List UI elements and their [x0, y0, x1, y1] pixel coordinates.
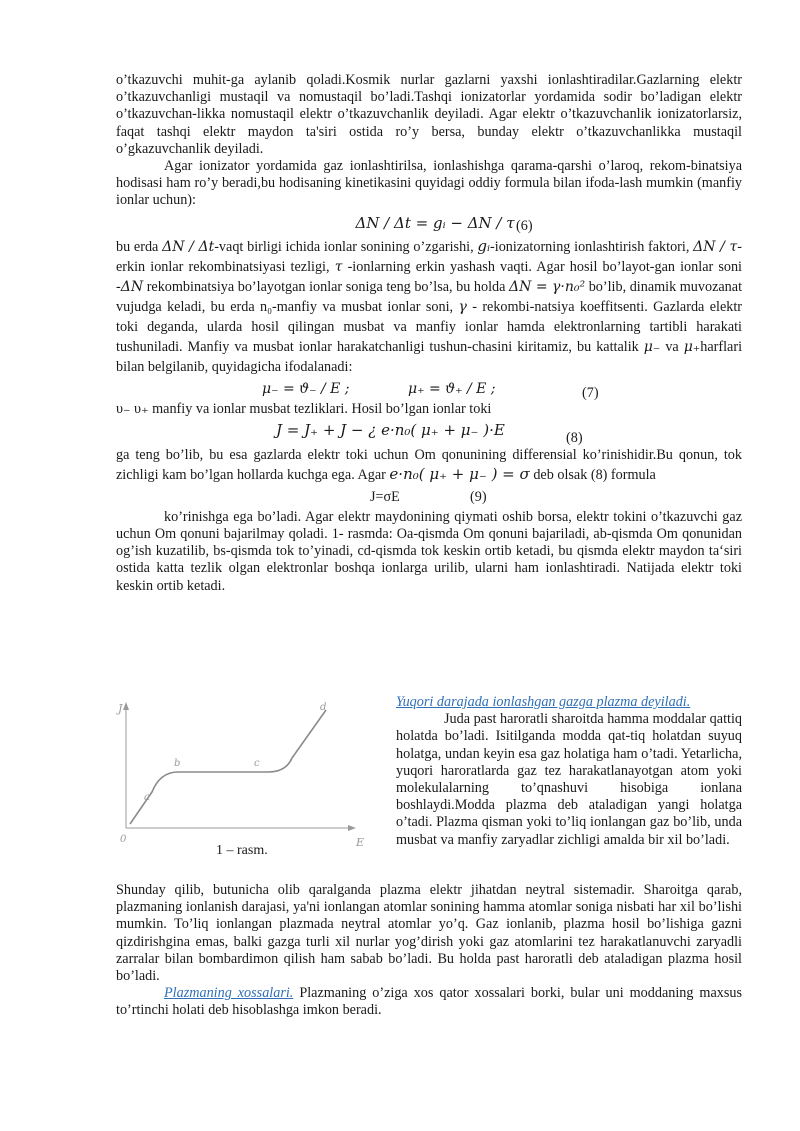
point-b-label: b — [174, 758, 181, 769]
point-a-label: a — [144, 792, 150, 803]
x-axis-arrow — [348, 825, 356, 831]
equation-7a: μ₋ = ϑ₋ / E ; — [262, 380, 350, 397]
figure-caption: 1 – rasm. — [216, 843, 268, 858]
text: deb olsak (8) formula — [533, 466, 656, 483]
text: Plazmaning o’ziga xos qator xossalari borki, bular uni moddaning maxsus to’rtinchi holati deb hisoblashga imkon beradi. — [116, 985, 742, 1019]
plasma-intro-column — [396, 694, 742, 849]
text: bu erda — [116, 238, 159, 255]
iv-curve-graph — [116, 700, 386, 850]
math-dn-dt: ΔN / Δt — [162, 238, 215, 255]
equation-6 — [116, 210, 742, 236]
paragraph-plasma-neutral: Shunday qilib, butunicha olib qaralganda plazma elektr jihatdan neytral sistemadir. Sharoitga qarab, plazmaning ionlanish darajasi, ya'ni ionlangan atomlar sonining hamma atomlar soniga nisbati har xil bo’lishi mumkin. To’liq ionlangan plazmada neytral atomlar yo’q. Gaz ionlanib, plazma hosil bo’lishiga gazni qizdirishgina emas, balki gazga turli xil nurlar yog’dirish yoki gaz atomlarini tez harakatlanuvchi zaryadli zarralar bilan bombardimon qilish ham sabab bo’ladi. Bu holda past haroratli deb ataladigan plazma hosil bo’ladi. — [116, 882, 742, 985]
text: harflari bilan belgilanib, quyidagicha ifodalanadi: — [116, 338, 743, 375]
math-dn: ΔN — [120, 278, 144, 295]
plasma-continuation — [116, 882, 742, 1020]
equation-8-number: (8) — [566, 429, 583, 446]
figure-current-voltage — [116, 700, 386, 850]
equation-8-formula: J = J₊ + J − ¿ e·n₀( μ₊ + μ₋ )·E — [276, 420, 505, 439]
plasma-properties-heading: Plazmaning xossalari. — [164, 985, 294, 1002]
paragraph-velocities: υ₋ υ₊ manfiy va ionlar musbat tezliklari. Hosil bo’lgan ionlar toki — [116, 400, 492, 417]
origin-label: 0 — [120, 834, 127, 845]
equation-8 — [116, 418, 742, 446]
math-gamma: γ — [458, 298, 467, 315]
plasma-definition-text: Yuqori darajada ionlashgan gazga plazma deyiladi. — [396, 694, 691, 710]
point-d-label: d — [320, 702, 327, 713]
equation-6-formula: ΔN / Δt = gᵢ − ΔN / τ — [355, 213, 515, 232]
math-mu-plus: μ₊ — [683, 338, 701, 355]
math-gi: gᵢ — [477, 236, 491, 255]
point-c-label: c — [254, 758, 260, 769]
equation-7b: μ₊ = ϑ₊ / E ; — [408, 380, 496, 397]
y-axis-arrow — [123, 702, 129, 710]
equation-9-number: (9) — [470, 488, 487, 505]
math-dn-gamma: ΔN = γ·n₀² — [509, 278, 586, 295]
y-axis-label: J — [118, 702, 123, 715]
text: va — [665, 338, 679, 355]
paragraph-plasma-properties — [116, 985, 742, 1019]
math-mu-minus: μ₋ — [643, 338, 661, 355]
paragraph-recombination: Agar ionizator yordamida gaz ionlashtirilsa, ionlashishga qarama-qarshi o’laroq, rekom-binatsiya hodisasi ham ro’y beradi,bu hodisaning kinetikasini quyidagi oddiy formula bilan ifoda-lash mumkin (manfiy ionlar uchun): — [116, 158, 742, 209]
x-axis-label: E — [356, 836, 365, 849]
equation-6-number: (6) — [516, 217, 533, 234]
math-tau: τ — [334, 258, 343, 275]
equation-9 — [116, 485, 742, 509]
paragraph-definitions — [116, 236, 742, 377]
paragraph-figure-explanation: ko’rinishga ega bo’ladi. Agar elektr maydonining qiymati oshib borsa, elektr tokini o’tkazuvchi gaz uchun Om qonuni bajarilmay qoladi. 1- rasmda: Oa-qismda Om qonuni bajariladi, ab-qismda Om qonunidan og’ish kuzatilib, bs-qismda tok to’yinadi, cd-qismda tok keskin ortib ketadi, bu qismda elektr maydon ta‘siri ostida katta tezlik olgan elektronlar boshqa ionlarga urilib, ularni ham ionlashtiradi. Natijada elektr toki keskin ortib ketadi. — [116, 508, 742, 594]
paragraph-conductivity: o’tkazuvchi muhit-ga aylanib qoladi.Kosmik nurlar gazlarni yaxshi ionlashtiradilar.Gazlarning elektr o’tkazuvchanligi mustaqil va nomustaqil bo’ladi.Tashqi ionizatorlar yordamida sodir bo’ladigan elektr o’tkazuvchan-likka nomustaqil elektr o’tkazuvchanlik deyiladi. Agar elektr o’tkazuvchanlik ionizatorlarsiz, faqat tashqi elektr maydon ta'siri ostida ro’y bersa, bunday elektr o’tkazuvchanlikka mustaqil o’gkazuvchanlik deyiladi. — [116, 72, 742, 157]
equation-7-number: (7) — [582, 384, 599, 401]
text: bo’lib, dinamik muvozanat vujudga keladi, bu erda n₀-manfiy va musbat ionlar soni, — [116, 278, 743, 315]
equation-9-formula: J=σE — [370, 488, 400, 505]
text: - rekombi-natsiya koeffitsenti. Gazlarda elektr toki deganda, ularda hosil qilingan musbat va manfiy ionlar hamda elektronlarning tartibli harakati tushuniladi. Manfiy va musbat ionlar harakatchanligi tushun-chasini kiritamiz, bu kattalik — [116, 298, 743, 355]
math-sigma-def: e·n₀( μ₊ + μ₋ ) = σ — [389, 464, 530, 483]
iv-curve — [130, 710, 326, 824]
text: -erkin ionlar rekombinatsiyasi tezligi, — [116, 238, 743, 275]
plasma-intro-paragraph: Juda past haroratli sharoitda hamma moddalar qattiq holatda bo’ladi. Isitilganda modda qat-tiq holatdan suyuq holatga, undan keyin esa gaz holatiga ham o’tadi. Yetarlicha, yuqori haroratlarda gaz tez harakatlanayotgan atom yoki molekulalarning to’qnashuvi hisobiga ionlana boshlaydi.Modda plazma deb ataladigan yangi holatga o’tadi. Plazma qisman yoki to’liq ionlangan gaz bo’lib, unda musbat va manfiy zaryadlar zichligi amalda bir xil bo’ladi. — [396, 711, 742, 848]
math-dn-tau: ΔN / τ — [693, 238, 738, 255]
text: ga teng bo’lib, bu esa gazlarda elektr toki uchun Om qonunining differensial ko’rinishidir.Bu qonun, tok zichligi kam bo’lgan hollarda kuchga ega. Agar — [116, 446, 742, 483]
paragraph-ohm-law — [116, 446, 742, 485]
text: -ionlarning erkin yashash vaqti. Agar hosil bo’layot-gan ionlar soni - — [116, 258, 742, 295]
text: rekombinatsiya bo’layotgan ionlar soniga teng bo’lsa, bu holda — [146, 278, 506, 295]
equation-7 — [116, 377, 742, 401]
plasma-definition-link — [396, 694, 742, 711]
text: -vaqt birligi ichida ionlar sonining o’zgarishi, — [214, 238, 474, 255]
document-page — [116, 72, 743, 1019]
text: -ionizatorning ionlashtirish faktori, — [490, 238, 690, 255]
